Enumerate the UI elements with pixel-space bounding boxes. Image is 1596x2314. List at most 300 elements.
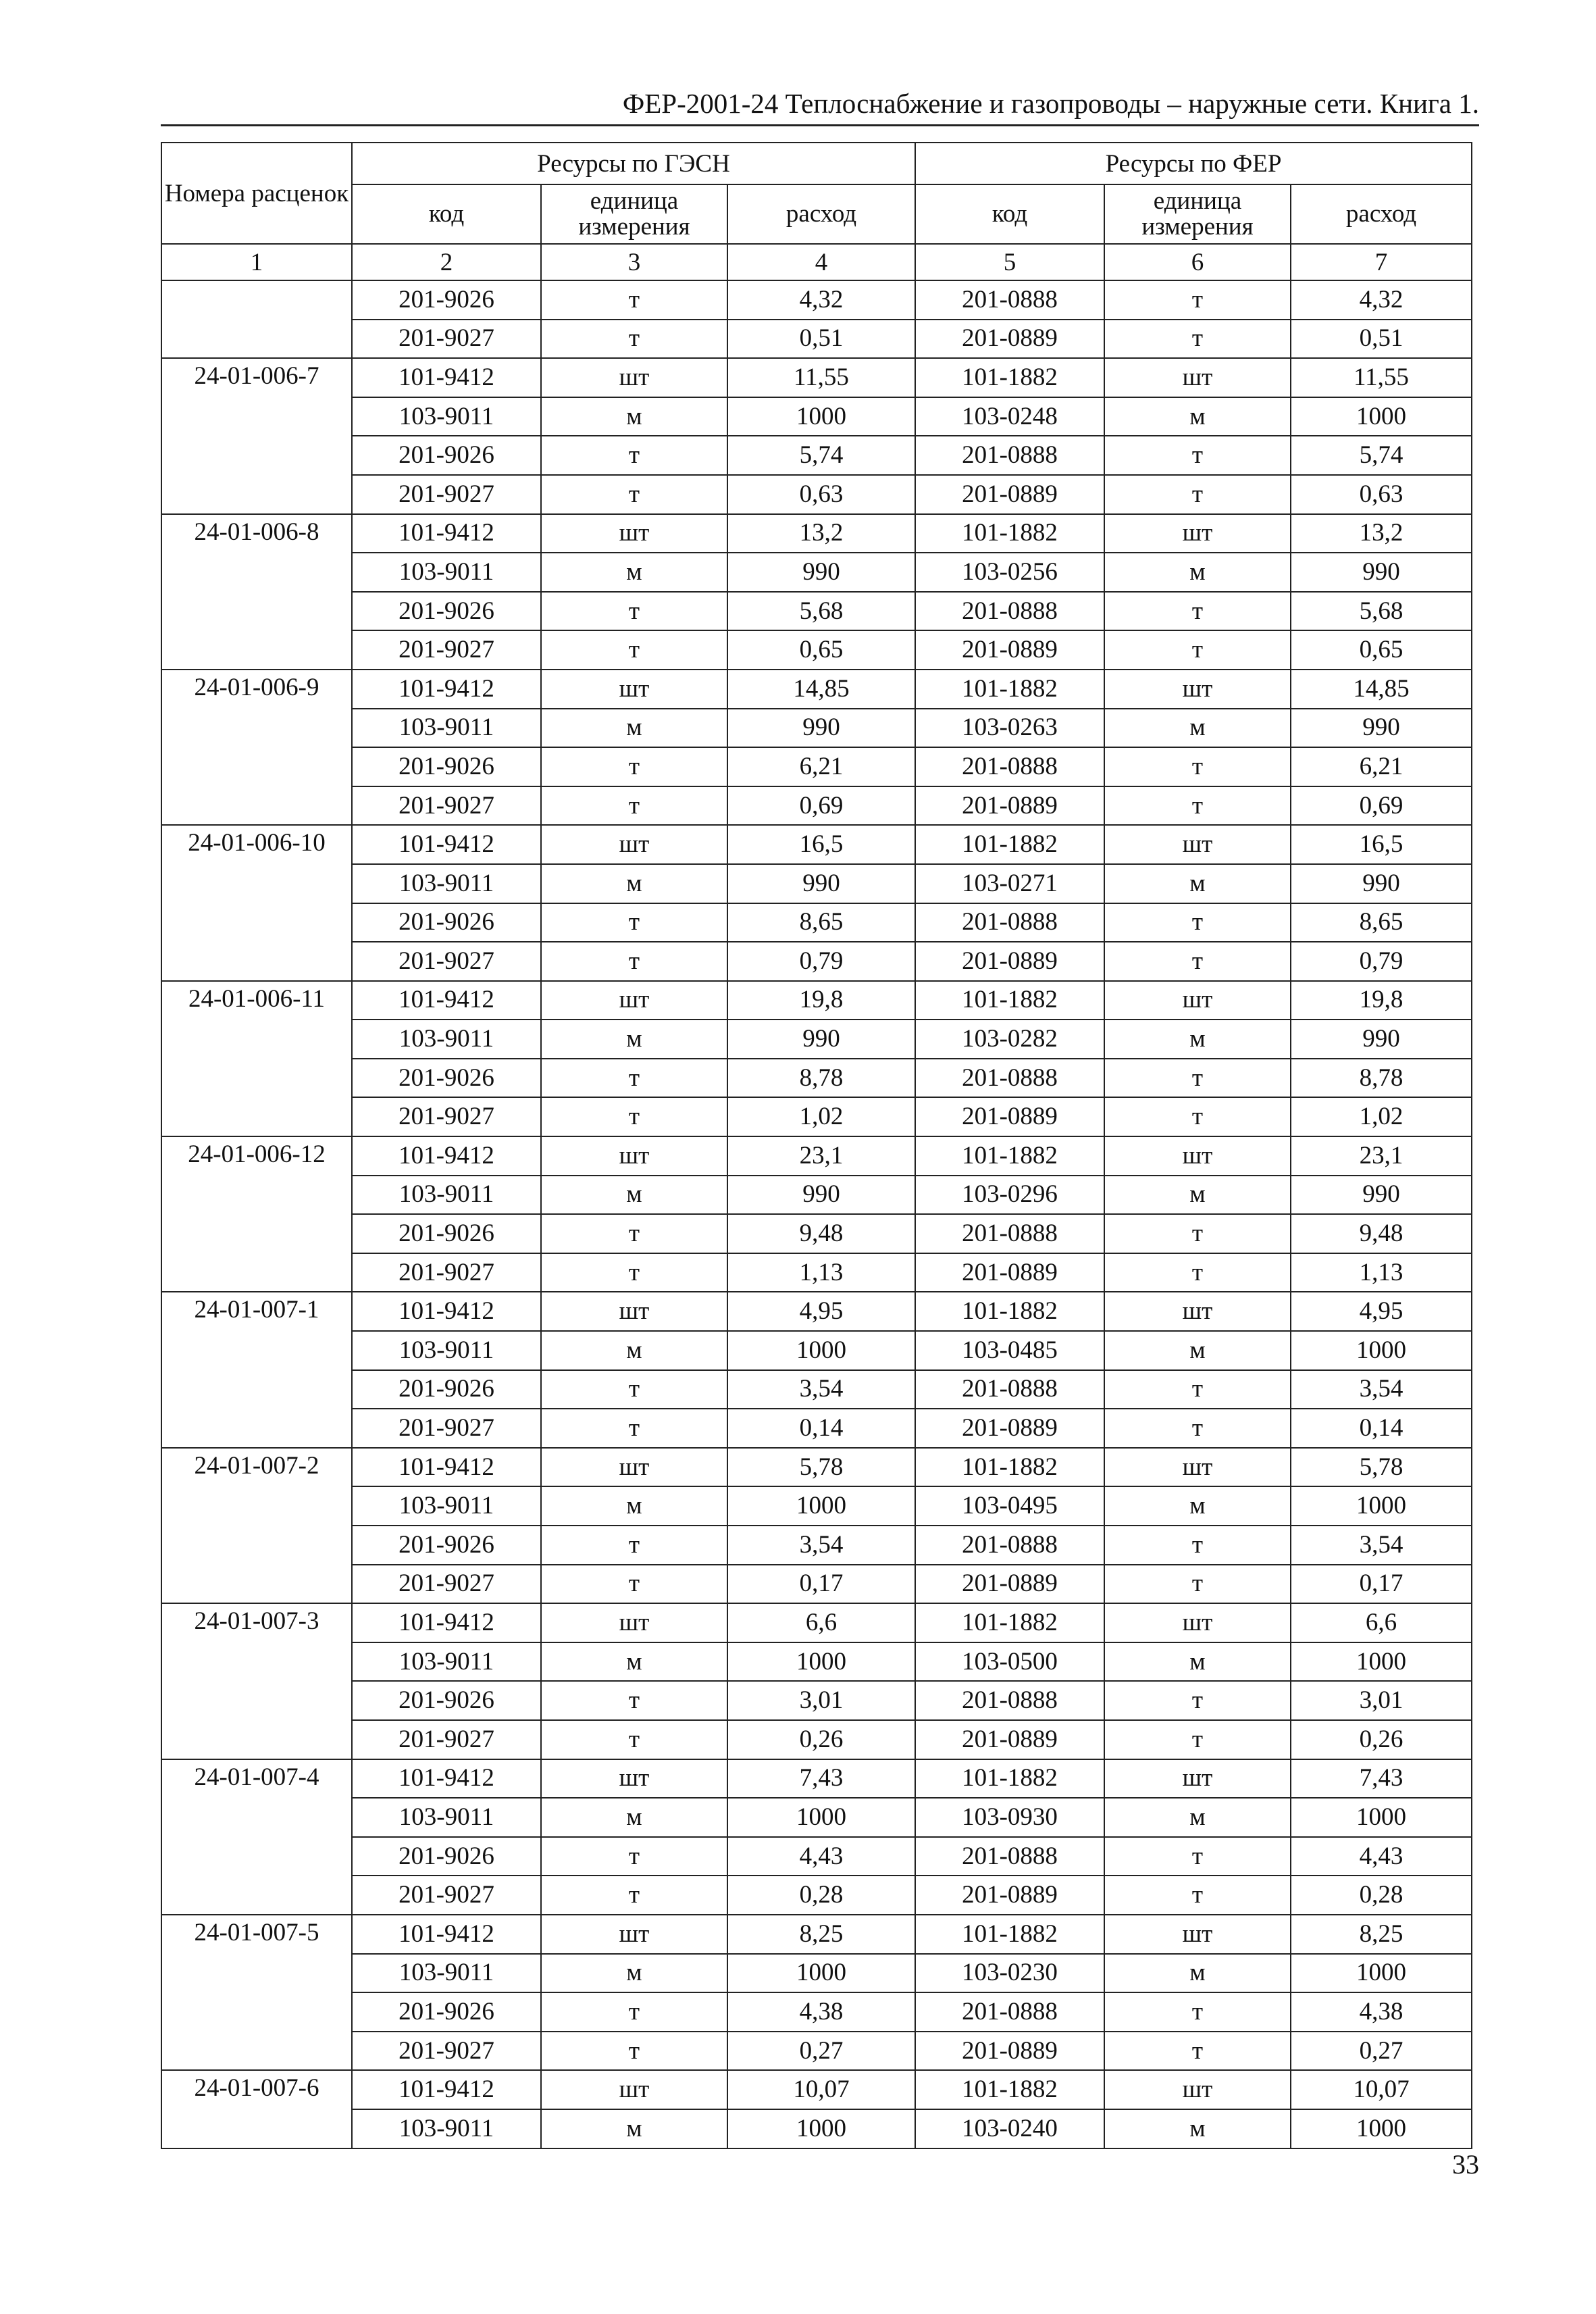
gesn-unit-cell: м bbox=[541, 553, 727, 592]
gesn-unit-cell: м bbox=[541, 1176, 727, 1215]
gesn-code-cell: 101-9412 bbox=[352, 1136, 541, 1176]
fer-unit-cell: т bbox=[1104, 280, 1291, 320]
fer-code-cell: 201-0888 bbox=[915, 747, 1104, 786]
fer-code-cell: 201-0889 bbox=[915, 786, 1104, 826]
fer-code-cell: 101-1882 bbox=[915, 1915, 1104, 1954]
gesn-code-cell: 103-9011 bbox=[352, 1642, 541, 1682]
rate-number-cell: 24-01-006-11 bbox=[161, 981, 352, 1136]
fer-unit-cell: шт bbox=[1104, 1136, 1291, 1176]
gesn-consumption-cell: 990 bbox=[727, 1020, 915, 1059]
fer-unit-cell: м bbox=[1104, 864, 1291, 903]
fer-consumption-cell: 990 bbox=[1291, 709, 1472, 748]
rate-number-cell: 24-01-006-7 bbox=[161, 358, 352, 513]
table-row bbox=[161, 1059, 1472, 1098]
fer-consumption-cell: 8,65 bbox=[1291, 903, 1472, 942]
fer-unit-cell: т bbox=[1104, 786, 1291, 826]
fer-code-cell: 101-1882 bbox=[915, 2070, 1104, 2109]
fer-consumption-cell: 19,8 bbox=[1291, 981, 1472, 1020]
fer-consumption-cell: 1000 bbox=[1291, 397, 1472, 436]
gesn-unit-cell: м bbox=[541, 1642, 727, 1682]
fer-consumption-cell: 1000 bbox=[1291, 1798, 1472, 1837]
fer-unit-cell: т bbox=[1104, 630, 1291, 670]
fer-code-cell: 201-0889 bbox=[915, 1876, 1104, 1915]
rate-number-cell: 24-01-007-3 bbox=[161, 1603, 352, 1759]
gesn-unit-cell: м bbox=[541, 397, 727, 436]
gesn-code-cell: 101-9412 bbox=[352, 2070, 541, 2109]
gesn-code-cell: 103-9011 bbox=[352, 864, 541, 903]
page-header-title: ФЕР-2001-24 Теплоснабжение и газопроводы – наружные сети. Книга 1. bbox=[622, 88, 1479, 119]
fer-unit-cell: шт bbox=[1104, 1448, 1291, 1487]
gesn-unit-cell: шт bbox=[541, 1448, 727, 1487]
gesn-unit-cell: шт bbox=[541, 514, 727, 553]
gesn-consumption-cell: 1000 bbox=[727, 1954, 915, 1993]
col-header-gesn-code: код bbox=[352, 184, 541, 244]
fer-code-cell: 201-0889 bbox=[915, 1409, 1104, 1448]
gesn-code-cell: 201-9026 bbox=[352, 903, 541, 942]
fer-consumption-cell: 990 bbox=[1291, 553, 1472, 592]
gesn-code-cell: 103-9011 bbox=[352, 1486, 541, 1526]
table-row bbox=[161, 1565, 1472, 1604]
fer-unit-cell: т bbox=[1104, 320, 1291, 359]
fer-consumption-cell: 8,78 bbox=[1291, 1059, 1472, 1098]
fer-unit-cell: т bbox=[1104, 1097, 1291, 1136]
fer-code-cell: 201-0889 bbox=[915, 320, 1104, 359]
fer-code-cell: 201-0888 bbox=[915, 592, 1104, 631]
fer-unit-cell: шт bbox=[1104, 981, 1291, 1020]
table-row bbox=[161, 1176, 1472, 1215]
fer-consumption-cell: 3,54 bbox=[1291, 1526, 1472, 1565]
fer-unit-cell: м bbox=[1104, 1020, 1291, 1059]
col-header-fer-code: код bbox=[915, 184, 1104, 244]
fer-code-cell: 103-0485 bbox=[915, 1331, 1104, 1370]
table-row bbox=[161, 1409, 1472, 1448]
fer-consumption-cell: 13,2 bbox=[1291, 514, 1472, 553]
fer-consumption-cell: 0,27 bbox=[1291, 2032, 1472, 2071]
fer-unit-cell: т bbox=[1104, 747, 1291, 786]
fer-unit-cell: шт bbox=[1104, 1759, 1291, 1799]
table-row bbox=[161, 864, 1472, 903]
gesn-unit-cell: т bbox=[541, 320, 727, 359]
fer-unit-cell: т bbox=[1104, 1526, 1291, 1565]
table-row bbox=[161, 1837, 1472, 1876]
col-number-6: 6 bbox=[1104, 244, 1291, 280]
gesn-unit-cell: т bbox=[541, 942, 727, 981]
gesn-consumption-cell: 0,28 bbox=[727, 1876, 915, 1915]
gesn-consumption-cell: 7,43 bbox=[727, 1759, 915, 1799]
fer-consumption-cell: 1,13 bbox=[1291, 1253, 1472, 1292]
fer-consumption-cell: 0,65 bbox=[1291, 630, 1472, 670]
gesn-consumption-cell: 11,55 bbox=[727, 358, 915, 397]
fer-consumption-cell: 1000 bbox=[1291, 1642, 1472, 1682]
gesn-code-cell: 201-9027 bbox=[352, 1253, 541, 1292]
group-header-fer: Ресурсы по ФЕР bbox=[915, 143, 1472, 184]
fer-consumption-cell: 9,48 bbox=[1291, 1214, 1472, 1253]
gesn-consumption-cell: 8,25 bbox=[727, 1915, 915, 1954]
fer-code-cell: 101-1882 bbox=[915, 670, 1104, 709]
rate-number-cell bbox=[161, 280, 352, 358]
table-row bbox=[161, 981, 1472, 1020]
gesn-consumption-cell: 1000 bbox=[727, 1331, 915, 1370]
fer-consumption-cell: 14,85 bbox=[1291, 670, 1472, 709]
fer-unit-cell: м bbox=[1104, 1798, 1291, 1837]
fer-consumption-cell: 7,43 bbox=[1291, 1759, 1472, 1799]
rate-number-cell: 24-01-006-8 bbox=[161, 514, 352, 670]
gesn-consumption-cell: 4,32 bbox=[727, 280, 915, 320]
fer-unit-cell: т bbox=[1104, 1059, 1291, 1098]
fer-unit-cell: т bbox=[1104, 1409, 1291, 1448]
gesn-code-cell: 201-9027 bbox=[352, 1409, 541, 1448]
gesn-unit-cell: т bbox=[541, 630, 727, 670]
gesn-unit-cell: м bbox=[541, 1486, 727, 1526]
resources-table bbox=[161, 142, 1472, 2149]
fer-code-cell: 201-0889 bbox=[915, 942, 1104, 981]
gesn-code-cell: 103-9011 bbox=[352, 553, 541, 592]
table-row bbox=[161, 1876, 1472, 1915]
table-row bbox=[161, 475, 1472, 514]
fer-unit-cell: м bbox=[1104, 709, 1291, 748]
table-row bbox=[161, 1798, 1472, 1837]
gesn-code-cell: 201-9027 bbox=[352, 1097, 541, 1136]
gesn-unit-cell: т bbox=[541, 1253, 727, 1292]
gesn-consumption-cell: 8,78 bbox=[727, 1059, 915, 1098]
fer-consumption-cell: 990 bbox=[1291, 1176, 1472, 1215]
fer-unit-cell: т bbox=[1104, 436, 1291, 475]
table-row bbox=[161, 436, 1472, 475]
table-row bbox=[161, 358, 1472, 397]
gesn-unit-cell: т bbox=[541, 1409, 727, 1448]
table-row bbox=[161, 1603, 1472, 1642]
table-row bbox=[161, 514, 1472, 553]
gesn-code-cell: 101-9412 bbox=[352, 1292, 541, 1331]
fer-code-cell: 201-0888 bbox=[915, 1370, 1104, 1409]
fer-code-cell: 103-0248 bbox=[915, 397, 1104, 436]
fer-consumption-cell: 5,74 bbox=[1291, 436, 1472, 475]
gesn-consumption-cell: 0,65 bbox=[727, 630, 915, 670]
table-row bbox=[161, 825, 1472, 864]
gesn-consumption-cell: 10,07 bbox=[727, 2070, 915, 2109]
fer-code-cell: 103-0230 bbox=[915, 1954, 1104, 1993]
gesn-unit-cell: т bbox=[541, 1992, 727, 2032]
fer-unit-cell: т bbox=[1104, 1214, 1291, 1253]
gesn-code-cell: 201-9026 bbox=[352, 1214, 541, 1253]
col-header-gesn-consumption: расход bbox=[727, 184, 915, 244]
gesn-code-cell: 201-9027 bbox=[352, 630, 541, 670]
gesn-unit-cell: т bbox=[541, 1059, 727, 1098]
gesn-unit-cell: т bbox=[541, 1097, 727, 1136]
gesn-code-cell: 201-9027 bbox=[352, 320, 541, 359]
gesn-unit-cell: шт bbox=[541, 358, 727, 397]
fer-consumption-cell: 0,51 bbox=[1291, 320, 1472, 359]
gesn-code-cell: 101-9412 bbox=[352, 670, 541, 709]
fer-code-cell: 201-0888 bbox=[915, 1526, 1104, 1565]
fer-code-cell: 103-0930 bbox=[915, 1798, 1104, 1837]
table-row bbox=[161, 670, 1472, 709]
gesn-unit-cell: м bbox=[541, 709, 727, 748]
fer-unit-cell: т bbox=[1104, 1681, 1291, 1720]
gesn-code-cell: 101-9412 bbox=[352, 514, 541, 553]
fer-consumption-cell: 0,28 bbox=[1291, 1876, 1472, 1915]
fer-unit-cell: т bbox=[1104, 1253, 1291, 1292]
gesn-consumption-cell: 6,6 bbox=[727, 1603, 915, 1642]
group-header-gesn: Ресурсы по ГЭСН bbox=[352, 143, 915, 184]
fer-code-cell: 201-0889 bbox=[915, 2032, 1104, 2071]
gesn-unit-cell: шт bbox=[541, 1603, 727, 1642]
gesn-unit-cell: т bbox=[541, 1876, 727, 1915]
fer-code-cell: 101-1882 bbox=[915, 1759, 1104, 1799]
fer-consumption-cell: 10,07 bbox=[1291, 2070, 1472, 2109]
fer-unit-cell: т bbox=[1104, 903, 1291, 942]
fer-code-cell: 201-0889 bbox=[915, 1565, 1104, 1604]
gesn-consumption-cell: 0,51 bbox=[727, 320, 915, 359]
page-number: 33 bbox=[1452, 2149, 1479, 2180]
gesn-code-cell: 201-9026 bbox=[352, 436, 541, 475]
rate-number-cell: 24-01-007-5 bbox=[161, 1915, 352, 2070]
table-row bbox=[161, 630, 1472, 670]
table-row bbox=[161, 1642, 1472, 1682]
gesn-unit-cell: т bbox=[541, 1526, 727, 1565]
gesn-consumption-cell: 16,5 bbox=[727, 825, 915, 864]
gesn-consumption-cell: 19,8 bbox=[727, 981, 915, 1020]
gesn-consumption-cell: 4,95 bbox=[727, 1292, 915, 1331]
fer-unit-cell: т bbox=[1104, 1992, 1291, 2032]
fer-code-cell: 103-0240 bbox=[915, 2109, 1104, 2148]
col-number-5: 5 bbox=[915, 244, 1104, 280]
fer-consumption-cell: 4,38 bbox=[1291, 1992, 1472, 2032]
fer-consumption-cell: 1,02 bbox=[1291, 1097, 1472, 1136]
gesn-code-cell: 103-9011 bbox=[352, 1954, 541, 1993]
fer-code-cell: 201-0889 bbox=[915, 1097, 1104, 1136]
fer-unit-cell: шт bbox=[1104, 358, 1291, 397]
table-row bbox=[161, 1992, 1472, 2032]
fer-consumption-cell: 16,5 bbox=[1291, 825, 1472, 864]
fer-code-cell: 201-0888 bbox=[915, 1681, 1104, 1720]
gesn-code-cell: 101-9412 bbox=[352, 825, 541, 864]
gesn-consumption-cell: 0,79 bbox=[727, 942, 915, 981]
fer-unit-cell: м bbox=[1104, 397, 1291, 436]
fer-unit-cell: т bbox=[1104, 475, 1291, 514]
col-number-2: 2 bbox=[352, 244, 541, 280]
fer-unit-cell: м bbox=[1104, 553, 1291, 592]
fer-unit-cell: м bbox=[1104, 1486, 1291, 1526]
rate-number-cell: 24-01-006-12 bbox=[161, 1136, 352, 1292]
gesn-code-cell: 103-9011 bbox=[352, 1176, 541, 1215]
fer-code-cell: 103-0500 bbox=[915, 1642, 1104, 1682]
table-row bbox=[161, 2109, 1472, 2148]
fer-unit-cell: шт bbox=[1104, 1915, 1291, 1954]
gesn-consumption-cell: 1000 bbox=[727, 2109, 915, 2148]
gesn-consumption-cell: 990 bbox=[727, 1176, 915, 1215]
fer-consumption-cell: 1000 bbox=[1291, 1331, 1472, 1370]
gesn-code-cell: 201-9026 bbox=[352, 1370, 541, 1409]
gesn-code-cell: 103-9011 bbox=[352, 397, 541, 436]
gesn-code-cell: 201-9027 bbox=[352, 2032, 541, 2071]
fer-code-cell: 101-1882 bbox=[915, 981, 1104, 1020]
table-row bbox=[161, 786, 1472, 826]
fer-unit-cell: м bbox=[1104, 1642, 1291, 1682]
fer-code-cell: 103-0282 bbox=[915, 1020, 1104, 1059]
gesn-unit-cell: шт bbox=[541, 1136, 727, 1176]
gesn-unit-cell: т bbox=[541, 786, 727, 826]
gesn-code-cell: 101-9412 bbox=[352, 1759, 541, 1799]
fer-code-cell: 103-0495 bbox=[915, 1486, 1104, 1526]
fer-consumption-cell: 1000 bbox=[1291, 2109, 1472, 2148]
gesn-consumption-cell: 3,01 bbox=[727, 1681, 915, 1720]
gesn-unit-cell: м bbox=[541, 1331, 727, 1370]
fer-consumption-cell: 3,01 bbox=[1291, 1681, 1472, 1720]
gesn-code-cell: 201-9027 bbox=[352, 475, 541, 514]
gesn-consumption-cell: 1000 bbox=[727, 1798, 915, 1837]
table-row bbox=[161, 1915, 1472, 1954]
gesn-consumption-cell: 1,13 bbox=[727, 1253, 915, 1292]
gesn-consumption-cell: 0,27 bbox=[727, 2032, 915, 2071]
fer-unit-cell: шт bbox=[1104, 514, 1291, 553]
gesn-unit-cell: т bbox=[541, 747, 727, 786]
gesn-code-cell: 201-9027 bbox=[352, 942, 541, 981]
fer-consumption-cell: 1000 bbox=[1291, 1486, 1472, 1526]
table-row bbox=[161, 1292, 1472, 1331]
gesn-unit-cell: шт bbox=[541, 1759, 727, 1799]
gesn-consumption-cell: 0,17 bbox=[727, 1565, 915, 1604]
gesn-code-cell: 201-9027 bbox=[352, 1565, 541, 1604]
gesn-code-cell: 103-9011 bbox=[352, 1020, 541, 1059]
fer-code-cell: 103-0256 bbox=[915, 553, 1104, 592]
fer-code-cell: 201-0888 bbox=[915, 1059, 1104, 1098]
fer-code-cell: 201-0888 bbox=[915, 280, 1104, 320]
rate-number-cell: 24-01-006-10 bbox=[161, 825, 352, 980]
gesn-consumption-cell: 0,63 bbox=[727, 475, 915, 514]
table-row bbox=[161, 280, 1472, 320]
gesn-unit-cell: т bbox=[541, 1681, 727, 1720]
gesn-code-cell: 201-9027 bbox=[352, 1720, 541, 1759]
fer-consumption-cell: 0,14 bbox=[1291, 1409, 1472, 1448]
gesn-code-cell: 101-9412 bbox=[352, 358, 541, 397]
gesn-consumption-cell: 23,1 bbox=[727, 1136, 915, 1176]
gesn-code-cell: 201-9027 bbox=[352, 786, 541, 826]
gesn-unit-cell: м bbox=[541, 1798, 727, 1837]
gesn-code-cell: 201-9026 bbox=[352, 592, 541, 631]
fer-consumption-cell: 1000 bbox=[1291, 1954, 1472, 1993]
fer-unit-cell: т bbox=[1104, 1565, 1291, 1604]
fer-consumption-cell: 0,26 bbox=[1291, 1720, 1472, 1759]
table-row bbox=[161, 397, 1472, 436]
col-number-4: 4 bbox=[727, 244, 915, 280]
fer-consumption-cell: 5,78 bbox=[1291, 1448, 1472, 1487]
gesn-consumption-cell: 990 bbox=[727, 553, 915, 592]
table-row bbox=[161, 747, 1472, 786]
table-row bbox=[161, 942, 1472, 981]
table-row bbox=[161, 1759, 1472, 1799]
gesn-consumption-cell: 8,65 bbox=[727, 903, 915, 942]
gesn-code-cell: 103-9011 bbox=[352, 1331, 541, 1370]
gesn-unit-cell: м bbox=[541, 1020, 727, 1059]
gesn-unit-cell: м bbox=[541, 2109, 727, 2148]
gesn-code-cell: 201-9026 bbox=[352, 1681, 541, 1720]
gesn-consumption-cell: 4,43 bbox=[727, 1837, 915, 1876]
gesn-consumption-cell: 1000 bbox=[727, 1486, 915, 1526]
fer-code-cell: 201-0889 bbox=[915, 1720, 1104, 1759]
col-header-fer-unit: единица измерения bbox=[1104, 184, 1291, 244]
fer-code-cell: 201-0888 bbox=[915, 1837, 1104, 1876]
gesn-code-cell: 201-9026 bbox=[352, 1837, 541, 1876]
table-row bbox=[161, 1720, 1472, 1759]
gesn-unit-cell: шт bbox=[541, 1292, 727, 1331]
table-row bbox=[161, 903, 1472, 942]
col-number-3: 3 bbox=[541, 244, 727, 280]
table-row bbox=[161, 709, 1472, 748]
gesn-unit-cell: шт bbox=[541, 825, 727, 864]
gesn-code-cell: 103-9011 bbox=[352, 2109, 541, 2148]
gesn-consumption-cell: 0,26 bbox=[727, 1720, 915, 1759]
fer-code-cell: 201-0888 bbox=[915, 436, 1104, 475]
gesn-consumption-cell: 13,2 bbox=[727, 514, 915, 553]
gesn-consumption-cell: 3,54 bbox=[727, 1526, 915, 1565]
fer-code-cell: 101-1882 bbox=[915, 1448, 1104, 1487]
table-row bbox=[161, 553, 1472, 592]
gesn-consumption-cell: 990 bbox=[727, 709, 915, 748]
gesn-consumption-cell: 3,54 bbox=[727, 1370, 915, 1409]
fer-unit-cell: т bbox=[1104, 592, 1291, 631]
table-row bbox=[161, 1331, 1472, 1370]
fer-unit-cell: шт bbox=[1104, 2070, 1291, 2109]
fer-unit-cell: м bbox=[1104, 1331, 1291, 1370]
gesn-code-cell: 201-9026 bbox=[352, 1059, 541, 1098]
gesn-code-cell: 201-9026 bbox=[352, 1992, 541, 2032]
gesn-unit-cell: шт bbox=[541, 1915, 727, 1954]
gesn-unit-cell: т bbox=[541, 592, 727, 631]
gesn-consumption-cell: 9,48 bbox=[727, 1214, 915, 1253]
table-row bbox=[161, 1448, 1472, 1487]
table-row bbox=[161, 1136, 1472, 1176]
gesn-unit-cell: т bbox=[541, 1214, 727, 1253]
gesn-unit-cell: шт bbox=[541, 2070, 727, 2109]
fer-code-cell: 101-1882 bbox=[915, 1603, 1104, 1642]
table-row bbox=[161, 592, 1472, 631]
gesn-code-cell: 101-9412 bbox=[352, 1603, 541, 1642]
fer-code-cell: 201-0889 bbox=[915, 475, 1104, 514]
gesn-unit-cell: шт bbox=[541, 670, 727, 709]
gesn-code-cell: 201-9026 bbox=[352, 747, 541, 786]
gesn-consumption-cell: 14,85 bbox=[727, 670, 915, 709]
gesn-consumption-cell: 990 bbox=[727, 864, 915, 903]
gesn-consumption-cell: 4,38 bbox=[727, 1992, 915, 2032]
table-row bbox=[161, 1020, 1472, 1059]
fer-consumption-cell: 990 bbox=[1291, 864, 1472, 903]
gesn-unit-cell: т bbox=[541, 2032, 727, 2071]
fer-unit-cell: т bbox=[1104, 2032, 1291, 2071]
fer-code-cell: 201-0888 bbox=[915, 1214, 1104, 1253]
fer-consumption-cell: 6,6 bbox=[1291, 1603, 1472, 1642]
fer-code-cell: 101-1882 bbox=[915, 514, 1104, 553]
rate-number-cell: 24-01-007-4 bbox=[161, 1759, 352, 1915]
fer-code-cell: 201-0889 bbox=[915, 1253, 1104, 1292]
col-number-1: 1 bbox=[161, 244, 352, 280]
fer-consumption-cell: 23,1 bbox=[1291, 1136, 1472, 1176]
gesn-code-cell: 101-9412 bbox=[352, 981, 541, 1020]
gesn-code-cell: 201-9027 bbox=[352, 1876, 541, 1915]
fer-unit-cell: т bbox=[1104, 1370, 1291, 1409]
table-row bbox=[161, 2032, 1472, 2071]
table-row bbox=[161, 1214, 1472, 1253]
fer-code-cell: 201-0888 bbox=[915, 1992, 1104, 2032]
gesn-unit-cell: т bbox=[541, 1720, 727, 1759]
gesn-consumption-cell: 5,68 bbox=[727, 592, 915, 631]
gesn-unit-cell: т bbox=[541, 1370, 727, 1409]
table-row bbox=[161, 1526, 1472, 1565]
gesn-unit-cell: т bbox=[541, 280, 727, 320]
fer-unit-cell: шт bbox=[1104, 1603, 1291, 1642]
gesn-unit-cell: т bbox=[541, 1837, 727, 1876]
fer-code-cell: 101-1882 bbox=[915, 825, 1104, 864]
